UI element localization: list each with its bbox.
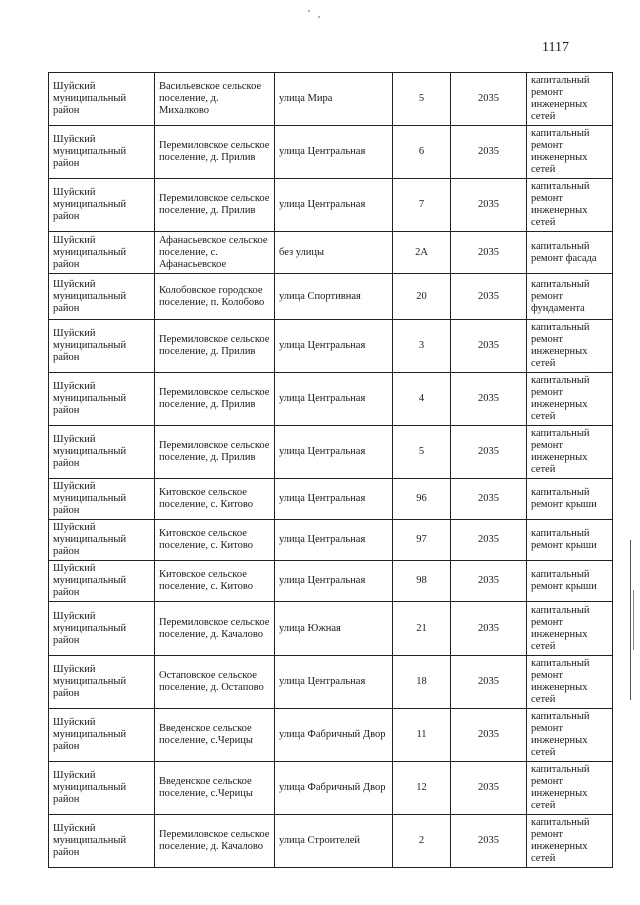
house-number-cell: 6 — [393, 126, 451, 179]
street-cell: улица Мира — [275, 73, 393, 126]
district-cell: Шуйский муниципальный район — [49, 709, 155, 762]
scan-speck — [308, 10, 310, 12]
district-cell: Шуйский муниципальный район — [49, 762, 155, 815]
district-cell: Шуйский муниципальный район — [49, 815, 155, 868]
work-type-cell: капитальный ремонт инженерных сетей — [527, 709, 613, 762]
table-row — [49, 373, 613, 426]
table-row — [49, 815, 613, 868]
settlement-cell: Введенское сельское поселение, с.Черицы — [155, 762, 275, 815]
table-row — [49, 762, 613, 815]
house-number-cell: 5 — [393, 73, 451, 126]
house-number-cell: 98 — [393, 561, 451, 602]
table-row — [49, 274, 613, 320]
year-cell: 2035 — [451, 232, 527, 274]
table-row — [49, 73, 613, 126]
house-number-cell: 18 — [393, 656, 451, 709]
settlement-cell: Перемиловское сельское поселение, д. Качалово — [155, 602, 275, 656]
district-cell: Шуйский муниципальный район — [49, 73, 155, 126]
table-row — [49, 320, 613, 373]
table-row — [49, 656, 613, 709]
house-number-cell: 11 — [393, 709, 451, 762]
work-type-cell: капитальный ремонт инженерных сетей — [527, 320, 613, 373]
work-type-cell: капитальный ремонт инженерных сетей — [527, 73, 613, 126]
table-row — [49, 602, 613, 656]
district-cell: Шуйский муниципальный район — [49, 520, 155, 561]
year-cell: 2035 — [451, 561, 527, 602]
table-row — [49, 426, 613, 479]
district-cell: Шуйский муниципальный район — [49, 232, 155, 274]
table-row — [49, 232, 613, 274]
work-type-cell: капитальный ремонт инженерных сетей — [527, 815, 613, 868]
street-cell: улица Центральная — [275, 179, 393, 232]
district-cell: Шуйский муниципальный район — [49, 274, 155, 320]
table-row — [49, 479, 613, 520]
district-cell: Шуйский муниципальный район — [49, 602, 155, 656]
street-cell: без улицы — [275, 232, 393, 274]
street-cell: улица Центральная — [275, 373, 393, 426]
district-cell: Шуйский муниципальный район — [49, 126, 155, 179]
year-cell: 2035 — [451, 479, 527, 520]
settlement-cell: Перемиловское сельское поселение, д. Прилив — [155, 179, 275, 232]
records-table — [48, 72, 613, 868]
house-number-cell: 2 — [393, 815, 451, 868]
year-cell: 2035 — [451, 126, 527, 179]
house-number-cell: 20 — [393, 274, 451, 320]
house-number-cell: 2А — [393, 232, 451, 274]
work-type-cell: капитальный ремонт инженерных сетей — [527, 656, 613, 709]
table-row — [49, 561, 613, 602]
scan-edge-line — [630, 540, 631, 700]
settlement-cell: Остаповское сельское поселение, д. Остапово — [155, 656, 275, 709]
house-number-cell: 21 — [393, 602, 451, 656]
work-type-cell: капитальный ремонт инженерных сетей — [527, 426, 613, 479]
year-cell: 2035 — [451, 520, 527, 561]
year-cell: 2035 — [451, 73, 527, 126]
year-cell: 2035 — [451, 762, 527, 815]
settlement-cell: Перемиловское сельское поселение, д. Прилив — [155, 126, 275, 179]
year-cell: 2035 — [451, 320, 527, 373]
house-number-cell: 12 — [393, 762, 451, 815]
year-cell: 2035 — [451, 815, 527, 868]
work-type-cell: капитальный ремонт крыши — [527, 561, 613, 602]
street-cell: улица Центральная — [275, 520, 393, 561]
street-cell: улица Спортивная — [275, 274, 393, 320]
scan-edge-line — [633, 590, 634, 650]
street-cell: улица Центральная — [275, 561, 393, 602]
street-cell: улица Центральная — [275, 320, 393, 373]
street-cell: улица Строителей — [275, 815, 393, 868]
work-type-cell: капитальный ремонт инженерных сетей — [527, 602, 613, 656]
work-type-cell: капитальный ремонт инженерных сетей — [527, 126, 613, 179]
scan-speck — [318, 16, 320, 18]
district-cell: Шуйский муниципальный район — [49, 426, 155, 479]
street-cell: улица Южная — [275, 602, 393, 656]
settlement-cell: Перемиловское сельское поселение, д. Прилив — [155, 426, 275, 479]
settlement-cell: Васильевское сельское поселение, д. Михалково — [155, 73, 275, 126]
district-cell: Шуйский муниципальный район — [49, 179, 155, 232]
year-cell: 2035 — [451, 179, 527, 232]
house-number-cell: 7 — [393, 179, 451, 232]
district-cell: Шуйский муниципальный район — [49, 479, 155, 520]
street-cell: улица Центральная — [275, 656, 393, 709]
table-row — [49, 179, 613, 232]
street-cell: улица Центральная — [275, 426, 393, 479]
work-type-cell: капитальный ремонт инженерных сетей — [527, 373, 613, 426]
settlement-cell: Афанасьевское сельское поселение, с. Афанасьевское — [155, 232, 275, 274]
settlement-cell: Перемиловское сельское поселение, д. Прилив — [155, 373, 275, 426]
settlement-cell: Перемиловское сельское поселение, д. Качалово — [155, 815, 275, 868]
district-cell: Шуйский муниципальный район — [49, 561, 155, 602]
table-row — [49, 520, 613, 561]
year-cell: 2035 — [451, 602, 527, 656]
house-number-cell: 4 — [393, 373, 451, 426]
district-cell: Шуйский муниципальный район — [49, 656, 155, 709]
page-number: 1117 — [542, 40, 569, 55]
street-cell: улица Фабричный Двор — [275, 762, 393, 815]
settlement-cell: Китовское сельское поселение, с. Китово — [155, 561, 275, 602]
street-cell: улица Фабричный Двор — [275, 709, 393, 762]
table-row — [49, 126, 613, 179]
settlement-cell: Китовское сельское поселение, с. Китово — [155, 520, 275, 561]
work-type-cell: капитальный ремонт крыши — [527, 520, 613, 561]
house-number-cell: 97 — [393, 520, 451, 561]
district-cell: Шуйский муниципальный район — [49, 320, 155, 373]
work-type-cell: капитальный ремонт фундамента — [527, 274, 613, 320]
house-number-cell: 3 — [393, 320, 451, 373]
work-type-cell: капитальный ремонт фасада — [527, 232, 613, 274]
street-cell: улица Центральная — [275, 479, 393, 520]
street-cell: улица Центральная — [275, 126, 393, 179]
year-cell: 2035 — [451, 274, 527, 320]
settlement-cell: Введенское сельское поселение, с.Черицы — [155, 709, 275, 762]
work-type-cell: капитальный ремонт инженерных сетей — [527, 179, 613, 232]
year-cell: 2035 — [451, 709, 527, 762]
settlement-cell: Перемиловское сельское поселение, д. Прилив — [155, 320, 275, 373]
year-cell: 2035 — [451, 656, 527, 709]
work-type-cell: капитальный ремонт инженерных сетей — [527, 762, 613, 815]
year-cell: 2035 — [451, 426, 527, 479]
house-number-cell: 96 — [393, 479, 451, 520]
table-row — [49, 709, 613, 762]
settlement-cell: Китовское сельское поселение, с. Китово — [155, 479, 275, 520]
district-cell: Шуйский муниципальный район — [49, 373, 155, 426]
year-cell: 2035 — [451, 373, 527, 426]
work-type-cell: капитальный ремонт крыши — [527, 479, 613, 520]
table-body — [49, 73, 613, 868]
house-number-cell: 5 — [393, 426, 451, 479]
settlement-cell: Колобовское городское поселение, п. Колобово — [155, 274, 275, 320]
